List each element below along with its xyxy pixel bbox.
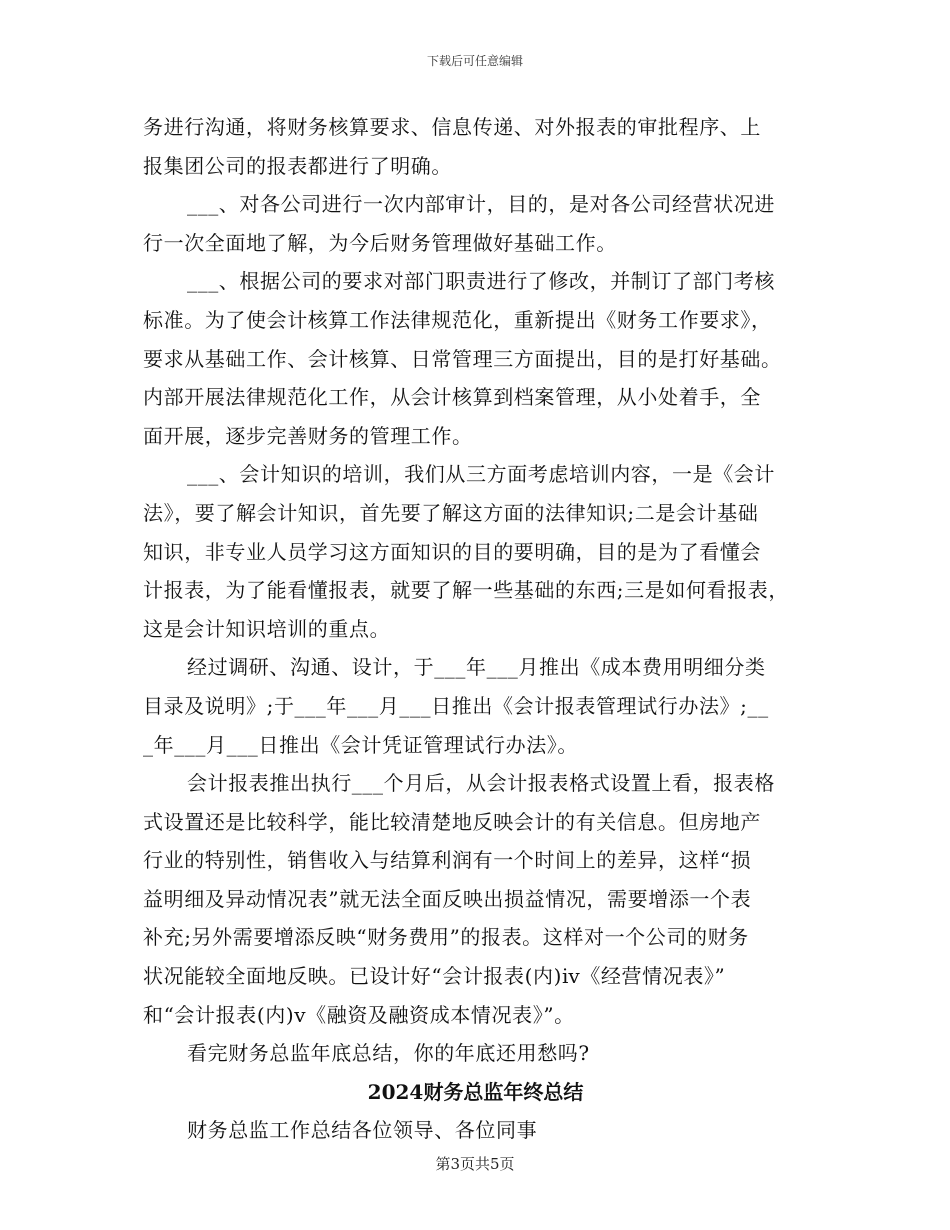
paragraph-line: 标准。为了使会计核算工作法律规范化，重新提出《财务工作要求》， [143, 307, 772, 332]
paragraph-line: 补充;另外需要增添反映“财务费用”的报表。这样对一个公司的财务 [143, 925, 749, 950]
section-title: 2024财务总监年终总结 [367, 1079, 584, 1104]
paragraph-line: 行一次全面地了解，为今后财务管理做好基础工作。 [143, 230, 617, 255]
paragraph-line: 益明细及异动情况表”就无法全面反映出损益情况，需要增添一个表 [143, 886, 752, 911]
paragraph-line: _年___月___日推出《会计凭证管理试行办法》。 [143, 732, 578, 757]
paragraph-line: 状况能较全面地反映。已设计好“会计报表(内)ⅳ《经营情况表》” [143, 964, 726, 989]
paragraph-line: ___、根据公司的要求对部门职责进行了修改，并制订了部门考核 [187, 269, 775, 294]
paragraph-line: 目录及说明》;于___年___月___日推出《会计报表管理试行办法》;__ [143, 693, 769, 718]
paragraph-line: 经过调研、沟通、设计，于___年___月推出《成本费用明细分类 [187, 655, 766, 680]
page-header: 下载后可任意编辑 [426, 54, 523, 68]
paragraph-line: 计报表，为了能看懂报表，就要了解一些基础的东西;三是如何看报表， [143, 578, 789, 603]
paragraph-line: 要求从基础工作、会计核算、日常管理三方面提出，目的是打好基础。 [143, 346, 782, 371]
paragraph-line: 看完财务总监年底总结，你的年底还用愁吗? [187, 1041, 590, 1066]
paragraph-line: 面开展，逐步完善财务的管理工作。 [143, 423, 473, 448]
paragraph-line: ___、会计知识的培训，我们从三方面考虑培训内容，一是《会计 [187, 462, 775, 487]
paragraph-line: 会计报表推出执行___个月后，从会计报表格式设置上看，报表格 [187, 771, 775, 796]
paragraph-line: 这是会计知识培训的重点。 [143, 616, 391, 641]
document-body [143, 108, 808, 1150]
paragraph-line: 报集团公司的报表都进行了明确。 [143, 153, 452, 178]
paragraph-line: 和“会计报表(内)ⅴ《融资及融资成本情况表》”。 [143, 1002, 575, 1027]
paragraph-line: ___、对各公司进行一次内部审计，目的，是对各公司经营状况进 [187, 192, 775, 217]
paragraph-line: 财务总监工作总结各位领导、各位同事 [187, 1118, 538, 1143]
paragraph-line: 务进行沟通，将财务核算要求、信息传递、对外报表的审批程序、上 [143, 115, 761, 139]
paragraph-line: 法》，要了解会计知识，首先要了解这方面的法律知识;二是会计基础 [143, 500, 759, 525]
paragraph-line: 内部开展法律规范化工作，从会计核算到档案管理，从小处着手，全 [143, 385, 761, 410]
page-footer: 第3页共5页 [435, 1155, 515, 1173]
paragraph-line: 式设置还是比较科学，能比较清楚地反映会计的有关信息。但房地产 [143, 809, 761, 834]
paragraph-line: 行业的特别性，销售收入与结算利润有一个时间上的差异，这样“损 [143, 848, 752, 873]
paragraph-line: 知识，非专业人员学习这方面知识的目的要明确，目的是为了看懂会 [143, 539, 761, 564]
